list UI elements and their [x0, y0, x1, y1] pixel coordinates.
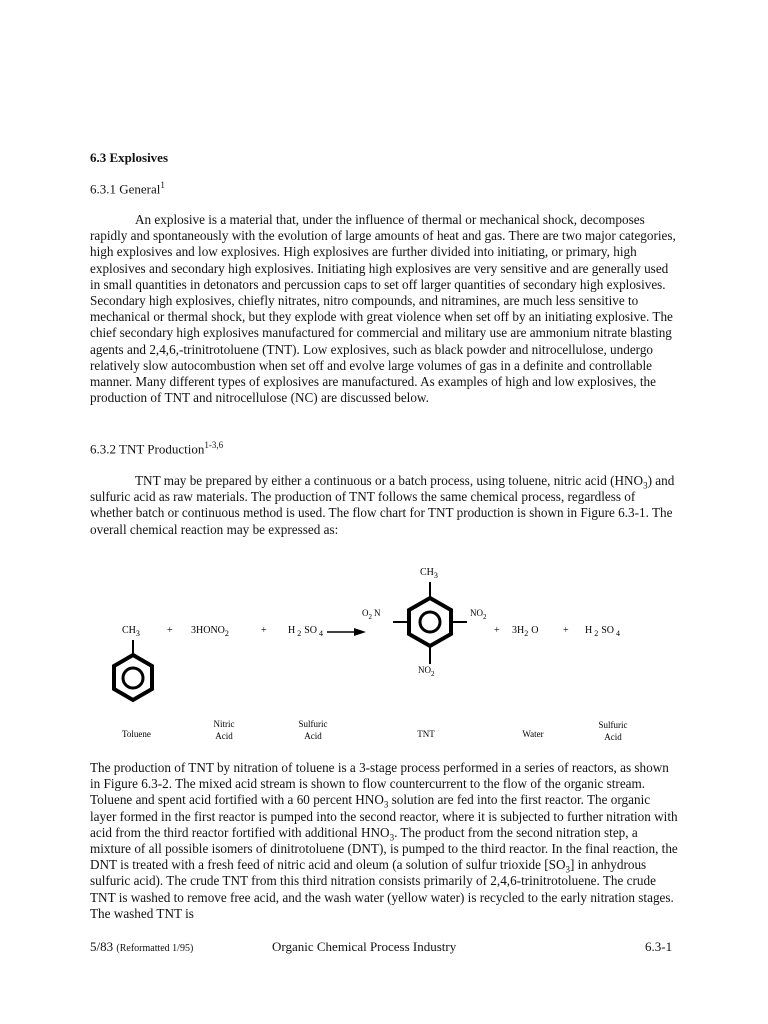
paragraph-text: [90, 473, 678, 538]
heading-text: 6.3.2 TNT Production: [90, 441, 205, 457]
reference-superscript: 1: [160, 180, 165, 190]
text-run: ) and sulfuric acid as raw materials. The production of TNT follows the same chemical process, regardless of whether batch or continuous method is used. The flow chart for TNT production is shown in Figure 6.3-1. The overall chemical reaction may be expressed as:: [90, 473, 675, 537]
aromatic-circle: [420, 612, 440, 632]
footer-page-number: 6.3-1: [645, 939, 673, 954]
section-title: 6.3 Explosives: [90, 150, 169, 165]
sulfuric-label-line2: Acid: [304, 731, 322, 741]
tnt-paragraph-1: [90, 473, 678, 538]
subsection-heading-tnt: [90, 440, 223, 457]
tnt-label: TNT: [417, 729, 435, 739]
footer-date: [90, 939, 193, 955]
sulfuric-label-line1: Sulfuric: [298, 719, 328, 729]
footer-reformatted: (Reformatted 1/95): [116, 943, 194, 954]
text-run: The production of TNT by nitration of toluene is a 3-stage process performed in a series of reactors, as shown in Figure 6.3-2. The mixed acid stream is shown to flow countercurrent to the flow of the organic stream. Toluene and spent acid fortified with a 60 percent HNO: [90, 760, 669, 808]
water-label: Water: [522, 729, 544, 739]
plus-sign: +: [494, 625, 500, 636]
tnt-benzene-ring: [409, 598, 451, 646]
sulfuric-acid-product-formula: H $_2$ SO $_4$: [585, 625, 621, 638]
tnt-ch3-label: $CH_3$: [420, 567, 438, 580]
water-formula: $3H_2$ O: [512, 625, 539, 638]
reference-superscript: 1-3,6: [204, 440, 224, 450]
sulfuric-product-label-line1: Sulfuric: [598, 720, 628, 730]
paragraph-text: An explosive is a material that, under the influence of thermal or mechanical shock, decomposes rapidly and spontaneously with the evolution of large amounts of heat and gas. There are two major categories, high explosives and low explosives. High explosives are further divided into initiating, or primary, high explosives and secondary high explosives. Initiating high explosives are very sensitive and are generally used in small quantities in detonators and percussion caps to set off larger quantities of secondary high explosives. Secondary high explosives, chiefly nitrates, nitro compounds, and nitramines, are much less sensitive to mechanical or thermal shock, but they explode with great violence when set off by an initiating explosive. The chief secondary high explosives manufactured for commercial and military use are ammonium nitrate blasting agents and 2,4,6,-trinitrotoluene (TNT). Low explosives, such as black powder and nitrocellulose, undergo relatively slow autocombustion when set off and evolve large volumes of gas in a definite and controllable manner. Many different types of explosives are manufactured. As examples of high and low explosives, the production of TNT and nitrocellulose (NC) are discussed below.: [90, 212, 676, 406]
text-run: . The product from the second nitration step, a mixture of all possible isomers of dinitrotoluene (DNT), is pumped to the third reactor. In the final reaction, the DNT is treated with a fresh feed of nitric acid and oleum (a solution of sulfur trioxide [SO: [90, 824, 678, 873]
aromatic-circle: [123, 668, 143, 688]
sulfuric-acid-formula: H $_2$ SO $_4$: [288, 625, 324, 638]
nitric-label-line1: Nitric: [213, 719, 235, 729]
text-run: TNT may be prepared by either a continuous or a batch process, using toluene, nitric acid (HNO: [135, 473, 644, 488]
plus-sign: +: [261, 625, 267, 636]
subsection-heading-general: [90, 180, 165, 197]
tnt-paragraph-2: [90, 760, 678, 922]
text-run: solution are fed into the first reactor. The organic layer formed in the first reactor is pumped into the second reactor, where it is subjected to further nitration with acid from the third reactor fortified with additional HNO: [90, 792, 678, 840]
general-paragraph: [90, 212, 678, 406]
no2-group-bottom-label: $NO_2$: [418, 665, 435, 678]
subscript: 3: [565, 864, 570, 875]
subscript: 3: [383, 800, 389, 811]
footer-title: Organic Chemical Process Industry: [272, 939, 457, 954]
text-run: ] in anhydrous sulfuric acid). The crude TNT from this third nitration consists primarily of 2,4,6-trinitrotoluene. The crude TNT is washed to remove free acid, and the wash water (yellow water) is recycled to the early nitration stages. The washed TNT is: [90, 857, 674, 921]
footer-date-text: 5/83: [90, 939, 114, 954]
subscript: 3: [643, 480, 648, 491]
sulfuric-product-label-line2: Acid: [604, 732, 622, 742]
no2-group-right-label: $NO_2$: [470, 608, 487, 621]
toluene-benzene-ring: [114, 655, 152, 700]
toluene-ch3-label: $CH_3$: [122, 625, 140, 638]
arrow-head: [354, 628, 366, 636]
subscript: 3: [389, 832, 395, 843]
plus-sign: +: [563, 625, 569, 636]
toluene-label: Toluene: [122, 729, 151, 739]
heading-text: 6.3.1 General: [90, 181, 161, 197]
nitric-label-line2: Acid: [215, 731, 233, 741]
plus-sign: +: [167, 625, 173, 636]
o2n-group-label: $O_2$ N: [362, 608, 381, 621]
nitric-acid-formula: $3HONO_2$: [191, 625, 229, 638]
paragraph-text: [90, 760, 678, 922]
nitration-reaction-diagram: [0, 560, 768, 750]
